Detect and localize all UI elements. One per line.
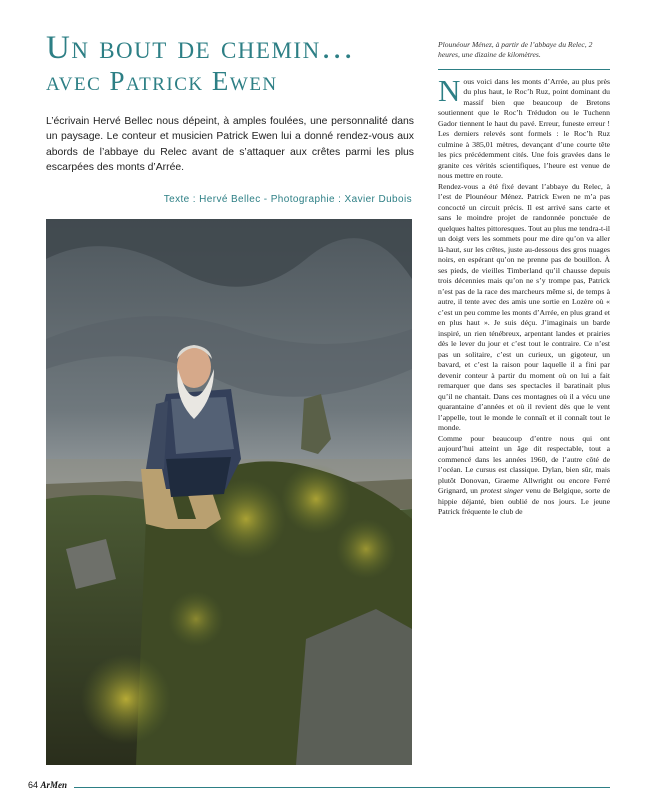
- article-credit: Texte : Hervé Bellec - Photographie : Xavier Dubois: [163, 194, 412, 205]
- body-paragraph-1: [438, 72, 610, 182]
- body-paragraph-3-a: Comme pour beaucoup d’entre nous qui ont aujourd’hui atteint un âge dit respectable, tout a commencé dans les années 1960, de l’autre côté de l’océan. Le cursus est classique. Dylan, bien sûr, mais plutôt Donovan, Graeme Allwright ou encore Ferré Grignard, un: [438, 433, 610, 496]
- body-paragraph-1-text: ous voici dans les monts d’Arrée, au plus près du plus haut, le Roc’h Ruz, point dominant du massif bien que beaucoup de Bretons soutiennent que le Roc’h Trédudon ou le Tuchenn Gador tiennent le haut du pavé. Erreur, funeste erreur ! Les derniers relevés sont formels : le Roc’h Ruz culmine à 385,01 mètres, devançant d’une courte tête les pics précédemment cités. Une fois gravées dans le granite ces vérités scientifiques, l’heure est venue de nous mettre en route.: [438, 76, 610, 181]
- body-paragraph-3: [438, 434, 610, 518]
- photo-illustration: [46, 219, 412, 765]
- title-line-1: Un bout de chemin…: [46, 30, 356, 66]
- route-caption: Plounéour Ménez, à partir de l’abbaye du Relec, 2 heures, une dizaine de kilomètres.: [438, 40, 593, 60]
- article-body: [438, 72, 610, 518]
- page-number: 64: [28, 780, 39, 790]
- portrait-photo: [46, 219, 412, 765]
- article-intro: L’écrivain Hervé Bellec nous dépeint, à amples foulées, une personnalité dans un paysage. Le conteur et musicien Patrick Ewen lui a donné rendez-vous aux abords de l’abbaye du Relec avant de s’attaquer aux crêtes parmi les plus escarpées des monts d’Arrée.: [46, 116, 414, 174]
- footer-rule: [74, 787, 610, 788]
- body-paragraph-3-em: protest singer: [480, 486, 524, 496]
- folio: [28, 780, 67, 790]
- body-paragraph-2: Rendez-vous a été fixé devant l’abbaye du Relec, à l’est de Plounéour Ménez. Patrick Ewen ne m’a pas concocté un circuit précis. Il est arrivé sans carte et sans le moindre projet de randonnée ponctuée de quelques haltes pittoresques. Tout au plus me tendra-t-il un doigt vers les sommets pour me dire qu’on va aller là-haut, sur les crêtes, juste au-dessous des gros nuages noirs, en espérant qu’on ne prenne pas de bouillon. À ses pieds, de vieilles Timberland qu’il chausse depuis trois décennies mais qu’on ne s’y trompe pas, Patrick n’est pas de la race des marcheurs même si, de temps à autre, il tente avec des amis une sortie en Lozère où « c’est un peu comme les monts d’Arrée, en plus grand et en plus haut ». Je suis déçu. J’imaginais un barde inspiré, un rien ténébreux, arpentant landes et prairies dès le lever du jour et c’est tout le contraire. Ce n’est pas un solitaire, c’est un curieux, un gigoteur, un bavard, et c’est la raison pour laquelle il a fini par devenir conteur à partir du moment où on lui a fait remarquer que dans ses spectacles il baratinait plus qu’il ne chantait. Dans ces montagnes où il a vécu une quarantaine d’années et où il revient dès que le vent l’appelle, tout le monde le connaît et il connaît tout le monde.: [438, 181, 610, 433]
- title-line-2: avec Patrick Ewen: [46, 66, 278, 96]
- caption-rule: [438, 69, 610, 70]
- sidebar-column: [438, 40, 610, 518]
- body-paragraph-3-b: venu de Belgique, sorte de hippie déjanté, bien oublié de nos jours. Le jeune Patrick fréquente le club de: [438, 486, 610, 517]
- article-title: [46, 30, 426, 96]
- magazine-name: ArMen: [40, 780, 68, 790]
- page-footer: [28, 780, 610, 794]
- drop-cap: N: [438, 72, 461, 108]
